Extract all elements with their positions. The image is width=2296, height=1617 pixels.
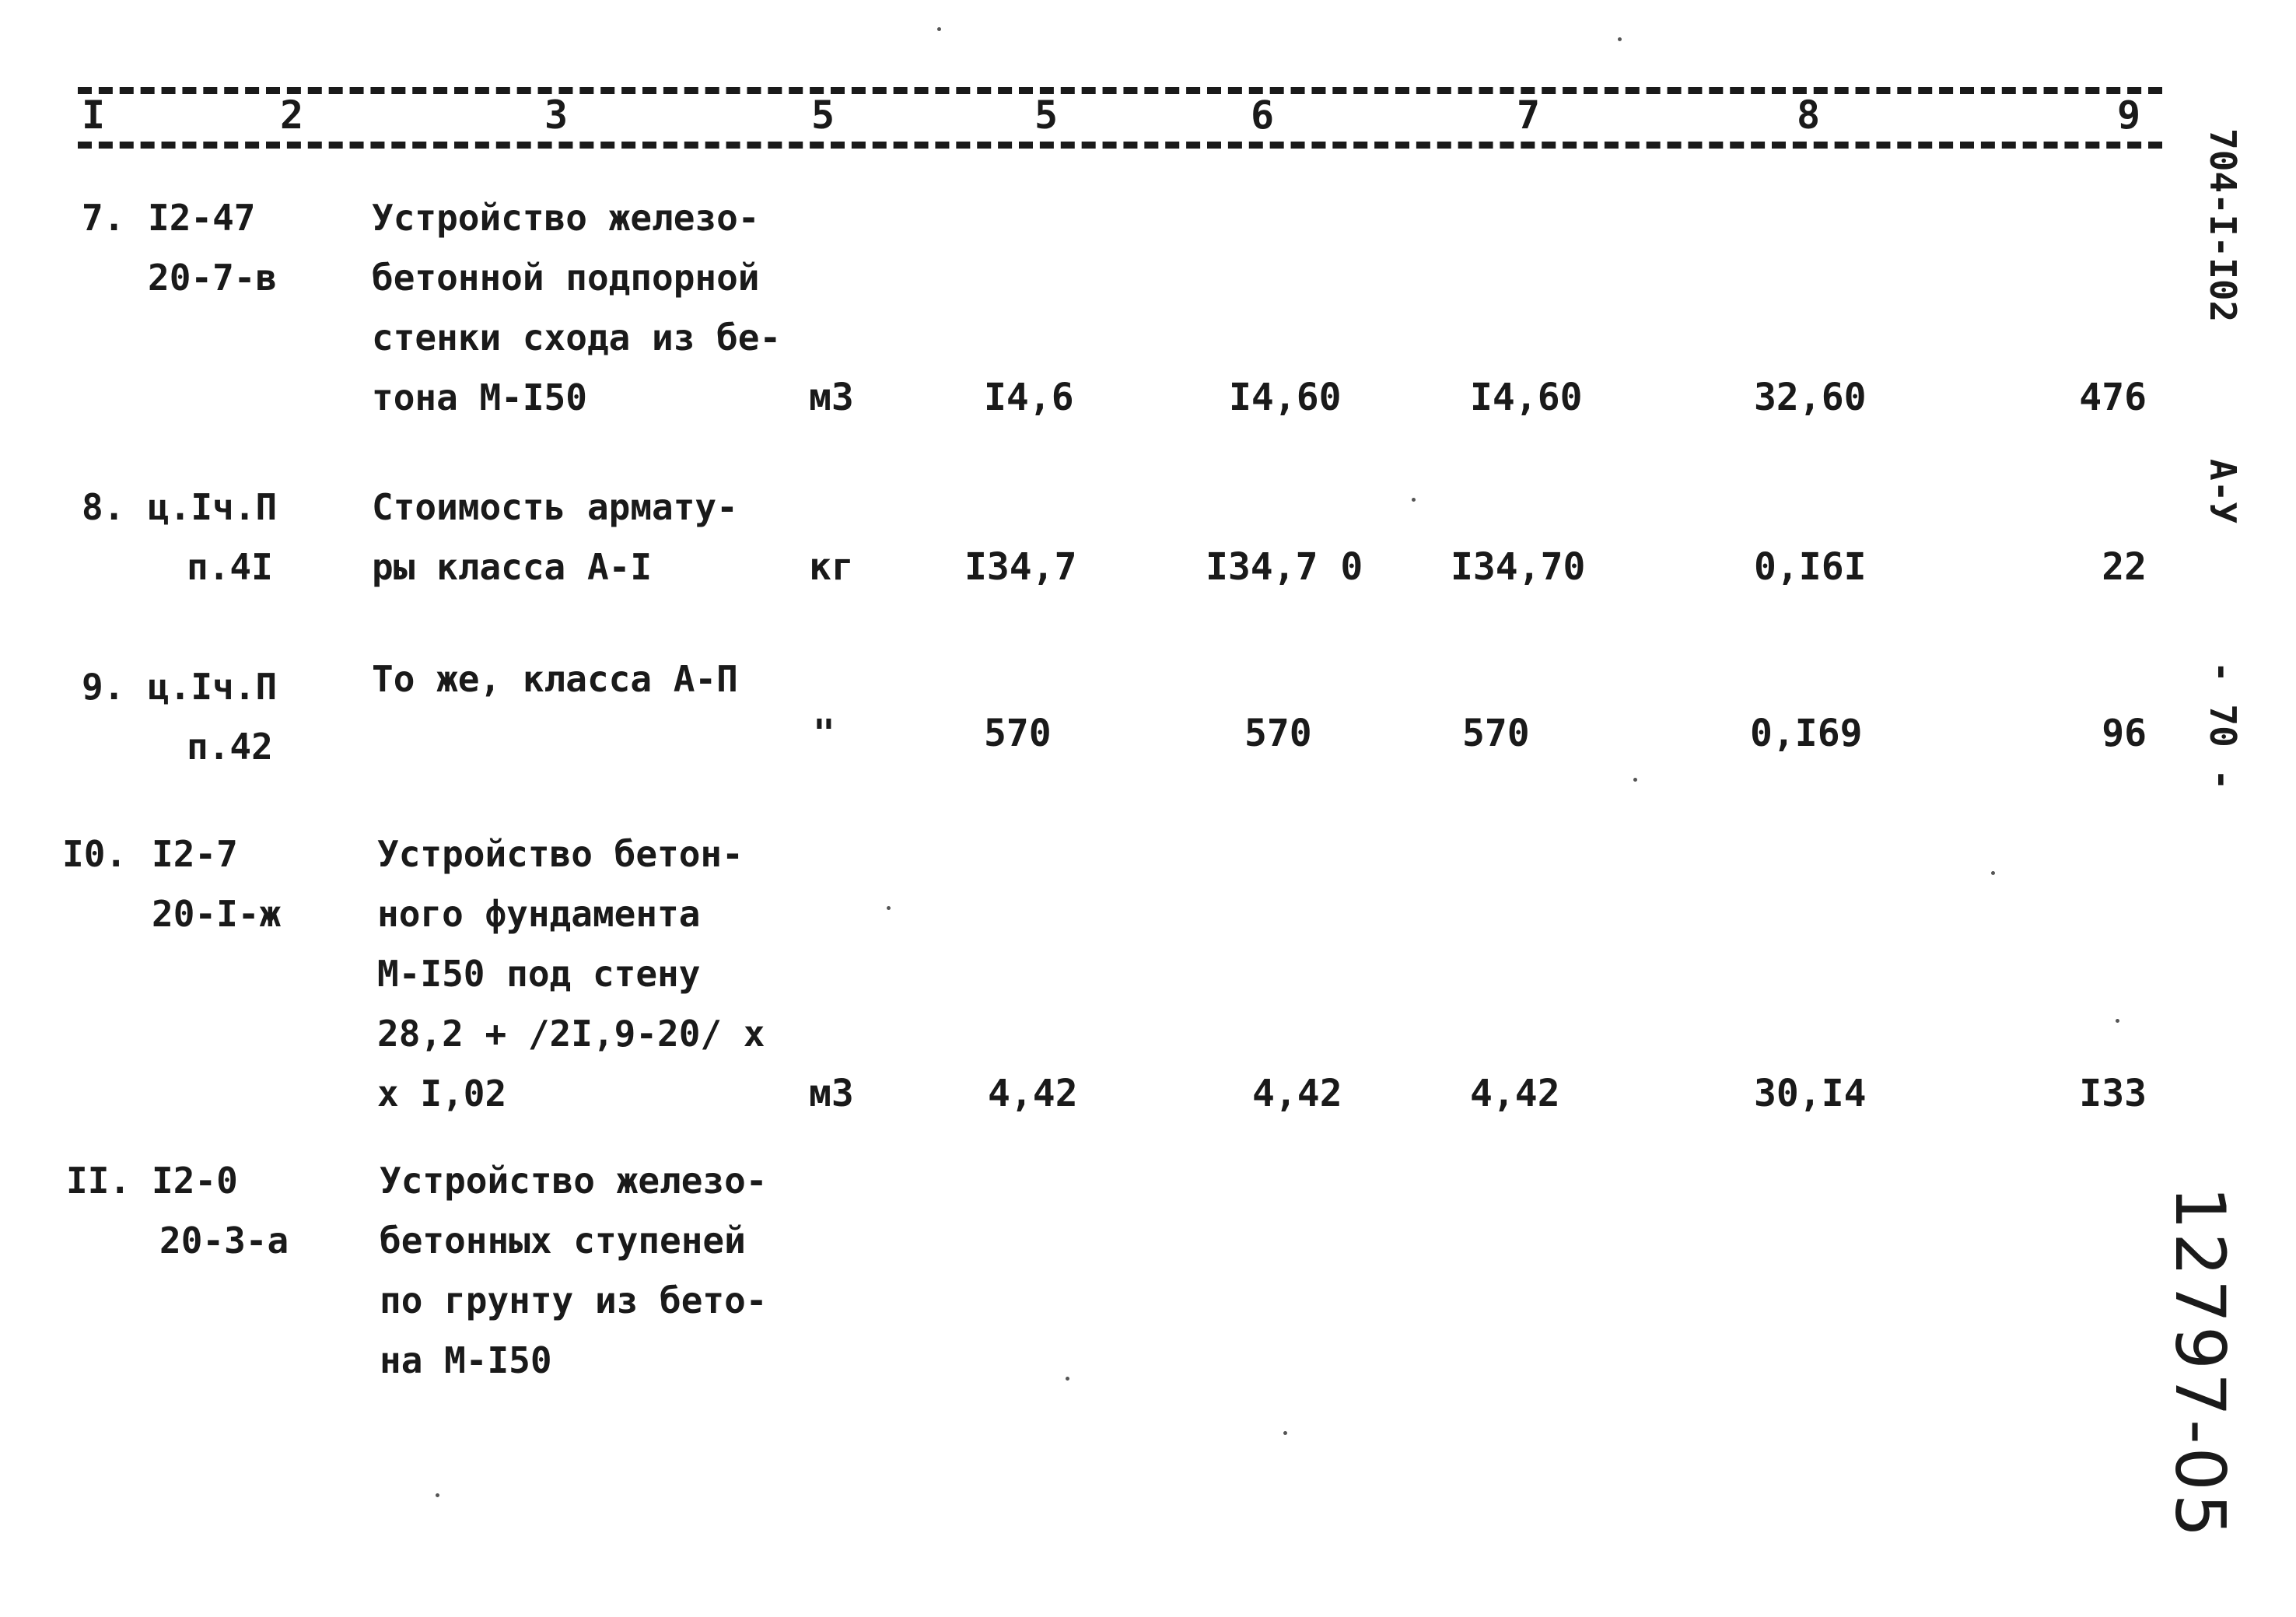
column-header-3: 3 [544, 93, 569, 138]
row-col-8: 0,I69 [1750, 712, 1863, 755]
row-code-1: I2-7 [152, 833, 238, 875]
row-code-1: ц.Iч.П [148, 486, 278, 528]
scan-speck [1633, 778, 1637, 782]
column-header-5: 5 [1034, 93, 1059, 138]
row-code-2: п.42 [187, 726, 273, 768]
row-col-5: 570 [984, 712, 1052, 755]
row-description-line: Устройство железо- [380, 1160, 768, 1202]
row-unit: м3 [809, 1072, 854, 1115]
row-description-line: М-I50 под стену [377, 953, 701, 995]
row-number: 8. [82, 486, 125, 528]
side-doc-code: 704-I-I02 [2202, 128, 2244, 323]
header-rule-bottom [78, 142, 2162, 149]
row-description-line: ного фундамента [377, 893, 701, 935]
row-col-8: 0,I6I [1754, 545, 1867, 589]
row-description-line: тона М-I50 [372, 376, 587, 418]
row-description-line: Устройство бетон- [377, 833, 744, 875]
row-description-line: на М-I50 [380, 1339, 552, 1381]
row-unit: " [813, 712, 835, 755]
row-number: 7. [82, 197, 125, 239]
row-col-9: 476 [2079, 376, 2147, 419]
row-col-5: I4,6 [984, 376, 1074, 419]
column-header-1: I [82, 93, 106, 138]
row-col-9: 22 [2102, 545, 2147, 589]
handwritten-number: 12797-05 [2160, 1186, 2240, 1541]
scan-speck [1412, 498, 1416, 502]
column-header-7: 7 [1517, 93, 1541, 138]
row-col-7: 4,42 [1470, 1072, 1560, 1115]
scan-speck [937, 27, 941, 31]
column-header-2: 2 [280, 93, 304, 138]
row-unit: м3 [809, 376, 854, 419]
row-description-line: ры класса А-I [372, 546, 653, 588]
row-code-2: 20-3-а [159, 1220, 289, 1262]
row-number: 9. [82, 666, 125, 708]
column-header-4: 5 [811, 93, 835, 138]
row-description-line: х I,02 [377, 1073, 507, 1115]
row-col-6: 570 [1244, 712, 1312, 755]
row-code-2: 20-I-ж [152, 893, 282, 935]
row-col-5: 4,42 [988, 1072, 1078, 1115]
row-description-line: То же, класса А-П [372, 658, 738, 700]
row-code-1: I2-0 [152, 1160, 238, 1202]
row-col-7: I34,70 [1451, 545, 1586, 589]
row-description-line: по грунту из бето- [380, 1279, 768, 1321]
row-col-9: 96 [2102, 712, 2147, 755]
scan-speck [1618, 37, 1622, 41]
row-description-line: Стоимость армату- [372, 486, 738, 528]
row-col-6: 4,42 [1252, 1072, 1342, 1115]
row-col-8: 32,60 [1754, 376, 1867, 419]
row-description-line: 28,2 + /2I,9-20/ х [377, 1013, 765, 1055]
header-rule-top [78, 87, 2162, 94]
row-col-5: I34,7 [964, 545, 1077, 589]
row-col-7: 570 [1462, 712, 1530, 755]
scan-speck [2116, 1019, 2119, 1023]
scan-speck [1283, 1431, 1287, 1435]
row-unit: кг [809, 545, 854, 589]
row-code-2: 20-7-в [148, 257, 278, 299]
row-description-line: бетонных ступеней [380, 1220, 746, 1262]
row-code-1: ц.Iч.П [148, 666, 278, 708]
side-album: A-У [2202, 459, 2244, 524]
row-col-7: I4,60 [1470, 376, 1583, 419]
row-col-9: I33 [2079, 1072, 2147, 1115]
scan-speck [1066, 1377, 1069, 1381]
row-code-2: п.4I [187, 546, 273, 588]
row-col-6: I4,60 [1229, 376, 1342, 419]
row-number: I0. [62, 833, 128, 875]
row-code-1: I2-47 [148, 197, 256, 239]
side-page-number: - 70 - [2202, 661, 2244, 791]
scan-speck [887, 906, 891, 910]
row-description-line: стенки схода из бе- [372, 317, 782, 359]
row-col-8: 30,I4 [1754, 1072, 1867, 1115]
row-col-6: I34,7 0 [1206, 545, 1363, 589]
column-header-8: 8 [1797, 93, 1821, 138]
scan-speck [1991, 871, 1995, 875]
scan-speck [436, 1493, 439, 1497]
column-header-6: 6 [1251, 93, 1275, 138]
row-number: II. [66, 1160, 131, 1202]
row-description-line: бетонной подпорной [372, 257, 760, 299]
column-header-9: 9 [2117, 93, 2141, 138]
row-description-line: Устройство железо- [372, 197, 760, 239]
